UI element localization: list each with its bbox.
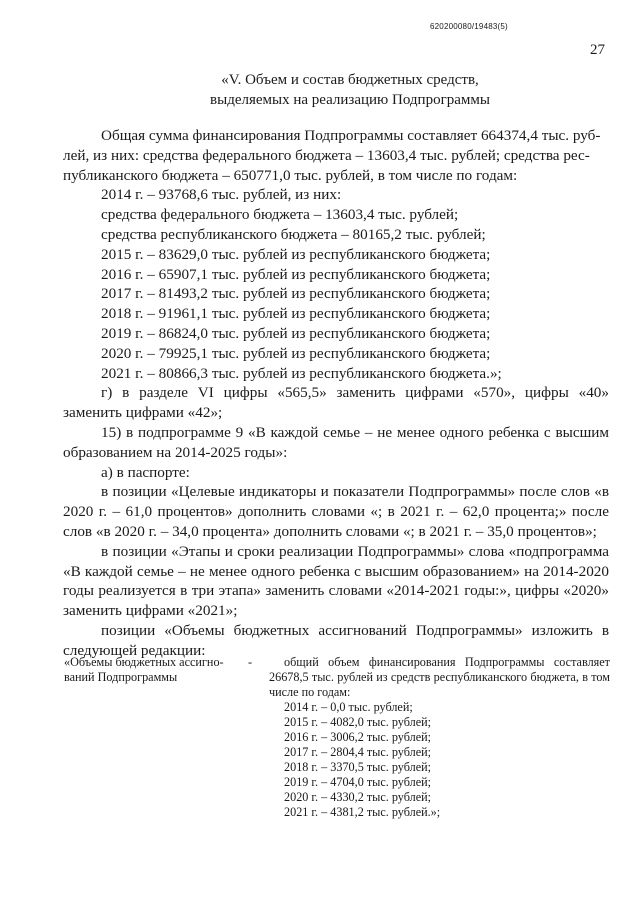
list-item: средства республиканского бюджета – 80165,2 тыс. рублей; [101, 225, 486, 243]
table-label-cell [64, 655, 236, 685]
paragraph-budget-volumes: позиции «Объемы бюджетных ассигнований Подпрограммы» изложить в следующей редакции: [63, 621, 609, 659]
section-title-line-1: «V. Объем и состав бюджетных средств, [221, 72, 479, 88]
list-item: 2018 г. – 91961,1 тыс. рублей из республиканского бюджета; [101, 305, 491, 323]
list-item: средства федерального бюджета – 13603,4 тыс. рублей; [101, 206, 459, 224]
list-item: 2021 г. – 80866,3 тыс. рублей из республиканского бюджета.»; [101, 364, 502, 382]
list-item: 2016 г. – 65907,1 тыс. рублей из республиканского бюджета; [101, 265, 491, 283]
text-line: лей, из них: средства федерального бюджета – 13603,4 тыс. рублей; средства рес- [63, 146, 590, 164]
table-value-cell [269, 655, 610, 820]
text-line: публиканского бюджета – 650771,0 тыс. рублей, в том числе по годам: [63, 166, 518, 184]
list-item: 2016 г. – 3006,2 тыс. рублей; [284, 730, 432, 744]
document-body [63, 126, 609, 661]
paragraph-total-funding [63, 126, 609, 185]
paragraph-stages: в позиции «Этапы и сроки реализации Подпрограммы» слова «подпрограмма «В каждой семье – не менее одного ребенка с высшим образованием» на 2014-2020 годы реализуется в три этапа» заменить словами «2014-2021 годы:», цифры «2020» заменить цифрами «2021»; [63, 542, 609, 620]
list-item: 2017 г. – 2804,4 тыс. рублей; [284, 745, 432, 759]
section-title-line-2: выделяемых на реализацию Подпрограммы [210, 92, 490, 108]
paragraph-passport: а) в паспорте: [101, 463, 190, 481]
table-label-line: ваний Подпрограммы [64, 670, 178, 684]
list-item: 2019 г. – 4704,0 тыс. рублей; [284, 775, 432, 789]
list-item: 2020 г. – 4330,2 тыс. рублей; [284, 790, 432, 804]
list-item: 2018 г. – 3370,5 тыс. рублей; [284, 760, 432, 774]
list-item: 2021 г. – 4381,2 тыс. рублей.»; [284, 805, 441, 819]
list-item: 2015 г. – 4082,0 тыс. рублей; [284, 715, 432, 729]
table-label-line: «Объемы бюджетных ассигно- [64, 655, 224, 669]
table-dash: - [248, 655, 253, 669]
section-title [100, 70, 600, 110]
list-item: 2020 г. – 79925,1 тыс. рублей из республиканского бюджета; [101, 344, 491, 362]
page-number: 27 [590, 42, 605, 58]
list-item: 2019 г. – 86824,0 тыс. рублей из республиканского бюджета; [101, 324, 491, 342]
text-line: Общая сумма финансирования Подпрограммы составляет 664374,4 тыс. руб- [101, 127, 601, 144]
list-item: 2014 г. – 0,0 тыс. рублей; [284, 700, 413, 714]
list-item: 2015 г. – 83629,0 тыс. рублей из республиканского бюджета; [101, 245, 491, 263]
paragraph-subprogram-9: 15) в подпрограмме 9 «В каждой семье – не менее одного ребенка с высшим образованием на 2014-2025 годы»: [63, 423, 609, 461]
paragraph-target-indicators: в позиции «Целевые индикаторы и показатели Подпрограммы» после слов «в 2020 г. – 61,0 процентов» дополнить словами «; в 2021 г. – 62,0 процента;» после слов «в 2020 г. – 34,0 процента» дополнить словами «; в 2021 г. – 35,0 процентов»; [63, 483, 609, 540]
document-id: 620200080/19483(5) [430, 22, 508, 31]
funding-by-year-list [63, 185, 609, 383]
list-item: 2017 г. – 81493,2 тыс. рублей из республиканского бюджета; [101, 285, 491, 303]
list-item: 2014 г. – 93768,6 тыс. рублей, из них: [101, 186, 342, 204]
paragraph-section-vi: г) в разделе VI цифры «565,5» заменить цифрами «570», цифры «40» заменить цифрами «42»; [63, 384, 609, 422]
table-value-intro: общий объем финансирования Подпрограммы составляет 26678,5 тыс. рублей из средств республиканского бюджета, в том числе по годам: [269, 655, 610, 699]
